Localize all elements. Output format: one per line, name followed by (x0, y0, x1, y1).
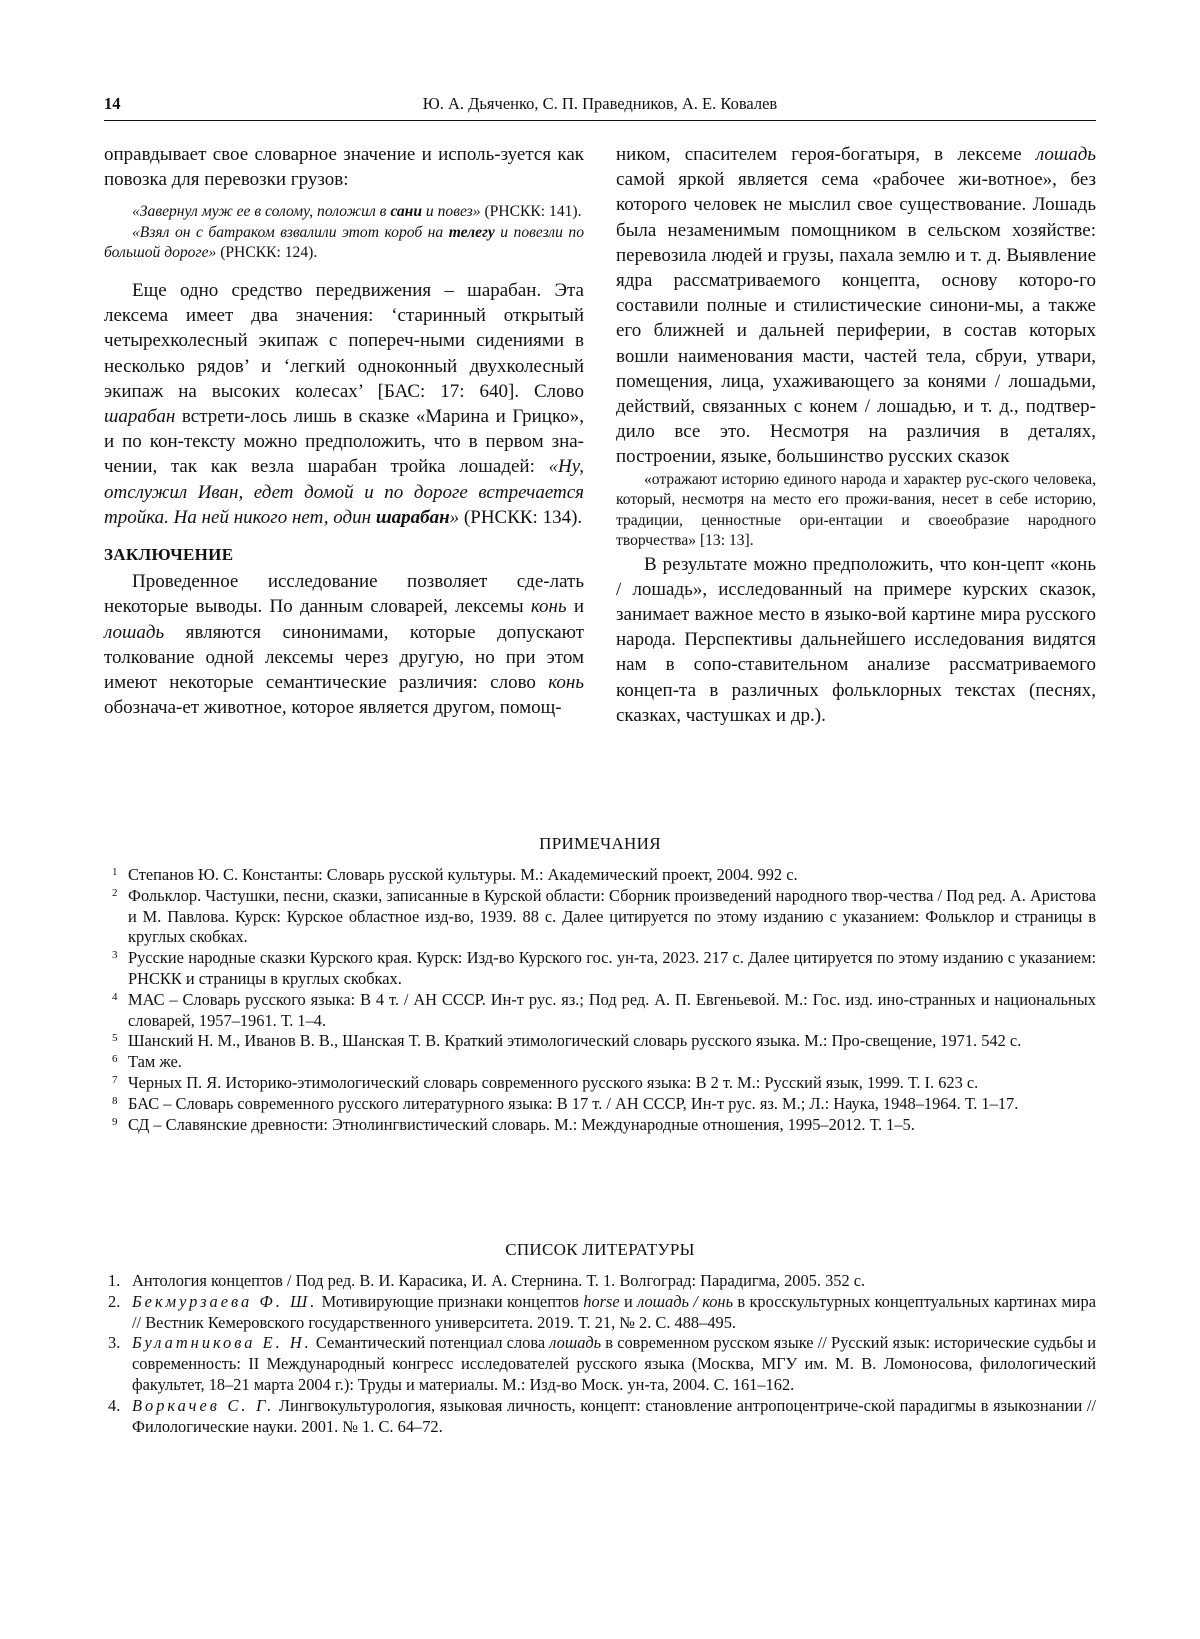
note-item (104, 1052, 1096, 1073)
note-text: Шанский Н. М., Иванов В. В., Шанская Т. В. Краткий этимологический словарь русского языка. М.: Про-свещение, 1971. 542 с. (128, 1031, 1022, 1051)
section-heading: ЗАКЛЮЧЕНИЕ (104, 544, 234, 564)
paragraph: В результате можно предположить, что кон-цепт «конь / лошадь», исследованный на примере курских сказок, занимает важное место в языко-вой картине мира русского народа. Перспективы дальнейшего исследования видятся нам в сопо-ставительном анализе рассматриваемого концеп-та в различных фольклорных текстах (песнях, сказках, частушках и др.). (616, 553, 1096, 726)
notes-list (104, 865, 1096, 1135)
note-item (104, 1094, 1096, 1115)
note-item (104, 865, 1096, 886)
note-text: Фольклор. Частушки, песни, сказки, записанные в Курской области: Сборник произведений народного твор-чества / Под ред. А. Аристова и М. Павлова. Курск: Курское областное изд-во, 1939. 88 с. Далее цитируется по этому изданию с указанием: Фольклор и страницы в круглых скобках. (128, 885, 1096, 947)
references-title: СПИСОК ЛИТЕРАТУРЫ (505, 1240, 695, 1259)
paragraph: Еще одно средство передвижения – шарабан. Эта лексема имеет два значения: ‘старинный открытый четырехколесный экипаж с попереч-ными сидениями в несколько рядов’ и ‘легкий одноконный двухколесный экипаж на высоких колесах’ [БАС: 17: 640]. Слово шарабан встрети-лось лишь в сказке «Марина и Грицко», и по кон-тексту можно предположить, что в первом зна-чении, так как везла шарабан тройка лошадей: «Ну, отслужил Иван, едет домой и по дороге встречается тройка. На ней никого нет, один шарабан» (РНСКК: 134). (104, 279, 584, 528)
paragraph: ником, спасителем героя-богатыря, в лексеме лошадь самой яркой является сема «рабочее жи-вотное», без которого человек не мыслил свое существование. Лошадь была незаменимым помощником в сельском хозяйстве: перевозила людей и грузы, пахала землю и т. д. Выявление ядра рассматриваемого концепта, основу которо-го составили полные и стилистические синони-мы, а также его ближней и дальней периферии, в состав которых вошли наименования масти, частей тела, сбруи, утвари, помещения, лица, ухаживающего за конями / лошадьми, действий, связанных с конем / лошадью, и т. д., подтвер-дило все это. Несмотря на различия в деталях, построении, языке, большинство русских сказок (616, 144, 1096, 468)
left-column (104, 142, 584, 720)
note-number: 5 (112, 1032, 118, 1045)
note-text: Русские народные сказки Курского края. Курск: Изд-во Курского гос. ун-та, 2023. 217 с. Далее цитируется по этому изданию с указанием: РНСКК и страницы в круглых скобках. (128, 948, 1096, 988)
note-number: 6 (112, 1053, 118, 1066)
note-text: Степанов Ю. С. Константы: Словарь русской культуры. М.: Академический проект, 2004. 992 с. (128, 865, 798, 884)
reference-item: 3. Булатникова Е. Н. Семантический потенциал слова лошадь в современном русском языке // Русский язык: исторические судьбы и современность: II Международный конгресс исследователей русского языка (Москва, МГУ им. М. В. Ломоносова, филологический факультет, 18–21 марта 2004 г.): Труды и материалы. М.: Изд-во Моск. ун-та, 2004. С. 161–162. (108, 1333, 1096, 1394)
paragraph: Проведенное исследование позволяет сде-лать некоторые выводы. По данным словарей, лексемы конь и лошадь являются синонимами, которые допускают толкование одной лексемы через другую, но при этом имеют некоторые семантические различия: слово конь обознача-ет животное, которое является другом, помощ- (104, 571, 585, 719)
note-item (104, 886, 1096, 948)
note-item (104, 1115, 1096, 1136)
reference-item: 1. Антология концептов / Под ред. В. И. Карасика, И. А. Стернина. Т. 1. Волгоград: Парадигма, 2005. 352 с. (108, 1271, 866, 1290)
note-number: 4 (112, 990, 118, 1003)
note-number: 3 (112, 949, 118, 962)
note-text: СД – Славянские древности: Этнолингвистический словарь. М.: Международные отношения, 1995–2012. Т. 1–5. (128, 1114, 915, 1134)
block-quote: «отражают историю единого народа и характер рус-ского человека, который, несмотря на место его прожи-вания, несет в себе историю, традиции, ценностные ори-ентации и своеобразие народного творчества» [13: 13]. (616, 470, 1096, 550)
reference-item: 4. Воркачев С. Г. Лингвокультурология, языковая личность, концепт: становление антропоцентриче-ской парадигмы в языкознании // Филологические науки. 2001. № 1. С. 64–72. (108, 1395, 1096, 1436)
note-item (104, 1073, 1096, 1094)
two-column-body (104, 142, 1096, 822)
running-header-authors: Ю. А. Дьяченко, С. П. Праведников, А. Е. Ковалев (422, 94, 778, 113)
quote-example: «Завернул муж ее в солому, положил в сани и повез» (РНСКК: 141). (132, 203, 582, 221)
reference-item: 2. Бекмурзаева Ф. Ш. Мотивирующие признаки концептов horse и лошадь / конь в кросскультурных концептуальных картинах мира // Вестник Кемеровского государственного университета. 2019. Т. 21, № 2. С. 488–495. (108, 1291, 1097, 1332)
note-text: Там же. (128, 1052, 182, 1072)
note-item (104, 1031, 1096, 1052)
note-number: 8 (112, 1094, 118, 1107)
note-item (104, 948, 1096, 990)
paragraph: оправдывает свое словарное значение и исполь-зуется как повозка для перевозки грузов: (104, 144, 584, 191)
note-number: 1 (112, 866, 118, 878)
note-number: 9 (112, 1115, 118, 1128)
note-text: БАС – Словарь современного русского литературного языка: В 17 т. / АН СССР, Ин-т рус. яз. М.; Л.: Наука, 1948–1964. Т. 1–17. (128, 1093, 1019, 1113)
page-number: 14 (104, 94, 121, 113)
right-column (616, 142, 1096, 728)
note-text: Черных П. Я. Историко-этимологический словарь современного русского языка: В 2 т. М.: Русский язык, 1999. Т. I. 623 с. (128, 1072, 979, 1092)
quote-example: «Взял он с батраком взвалили этот короб на телегу и повезли по большой дороге» (РНСКК: 124). (104, 223, 584, 262)
note-number: 7 (112, 1073, 118, 1086)
note-item (104, 990, 1096, 1032)
notes-title: ПРИМЕЧАНИЯ (539, 834, 661, 853)
references-list (104, 1271, 1096, 1437)
running-header (104, 90, 1096, 121)
note-text: МАС – Словарь русского языка: В 4 т. / АН СССР. Ин-т рус. яз.; Под ред. А. П. Евгеньевой. М.: Гос. изд. ино-странных и национальных словарей, 1957–1961. Т. 1–4. (128, 989, 1096, 1030)
note-number: 2 (112, 886, 118, 899)
